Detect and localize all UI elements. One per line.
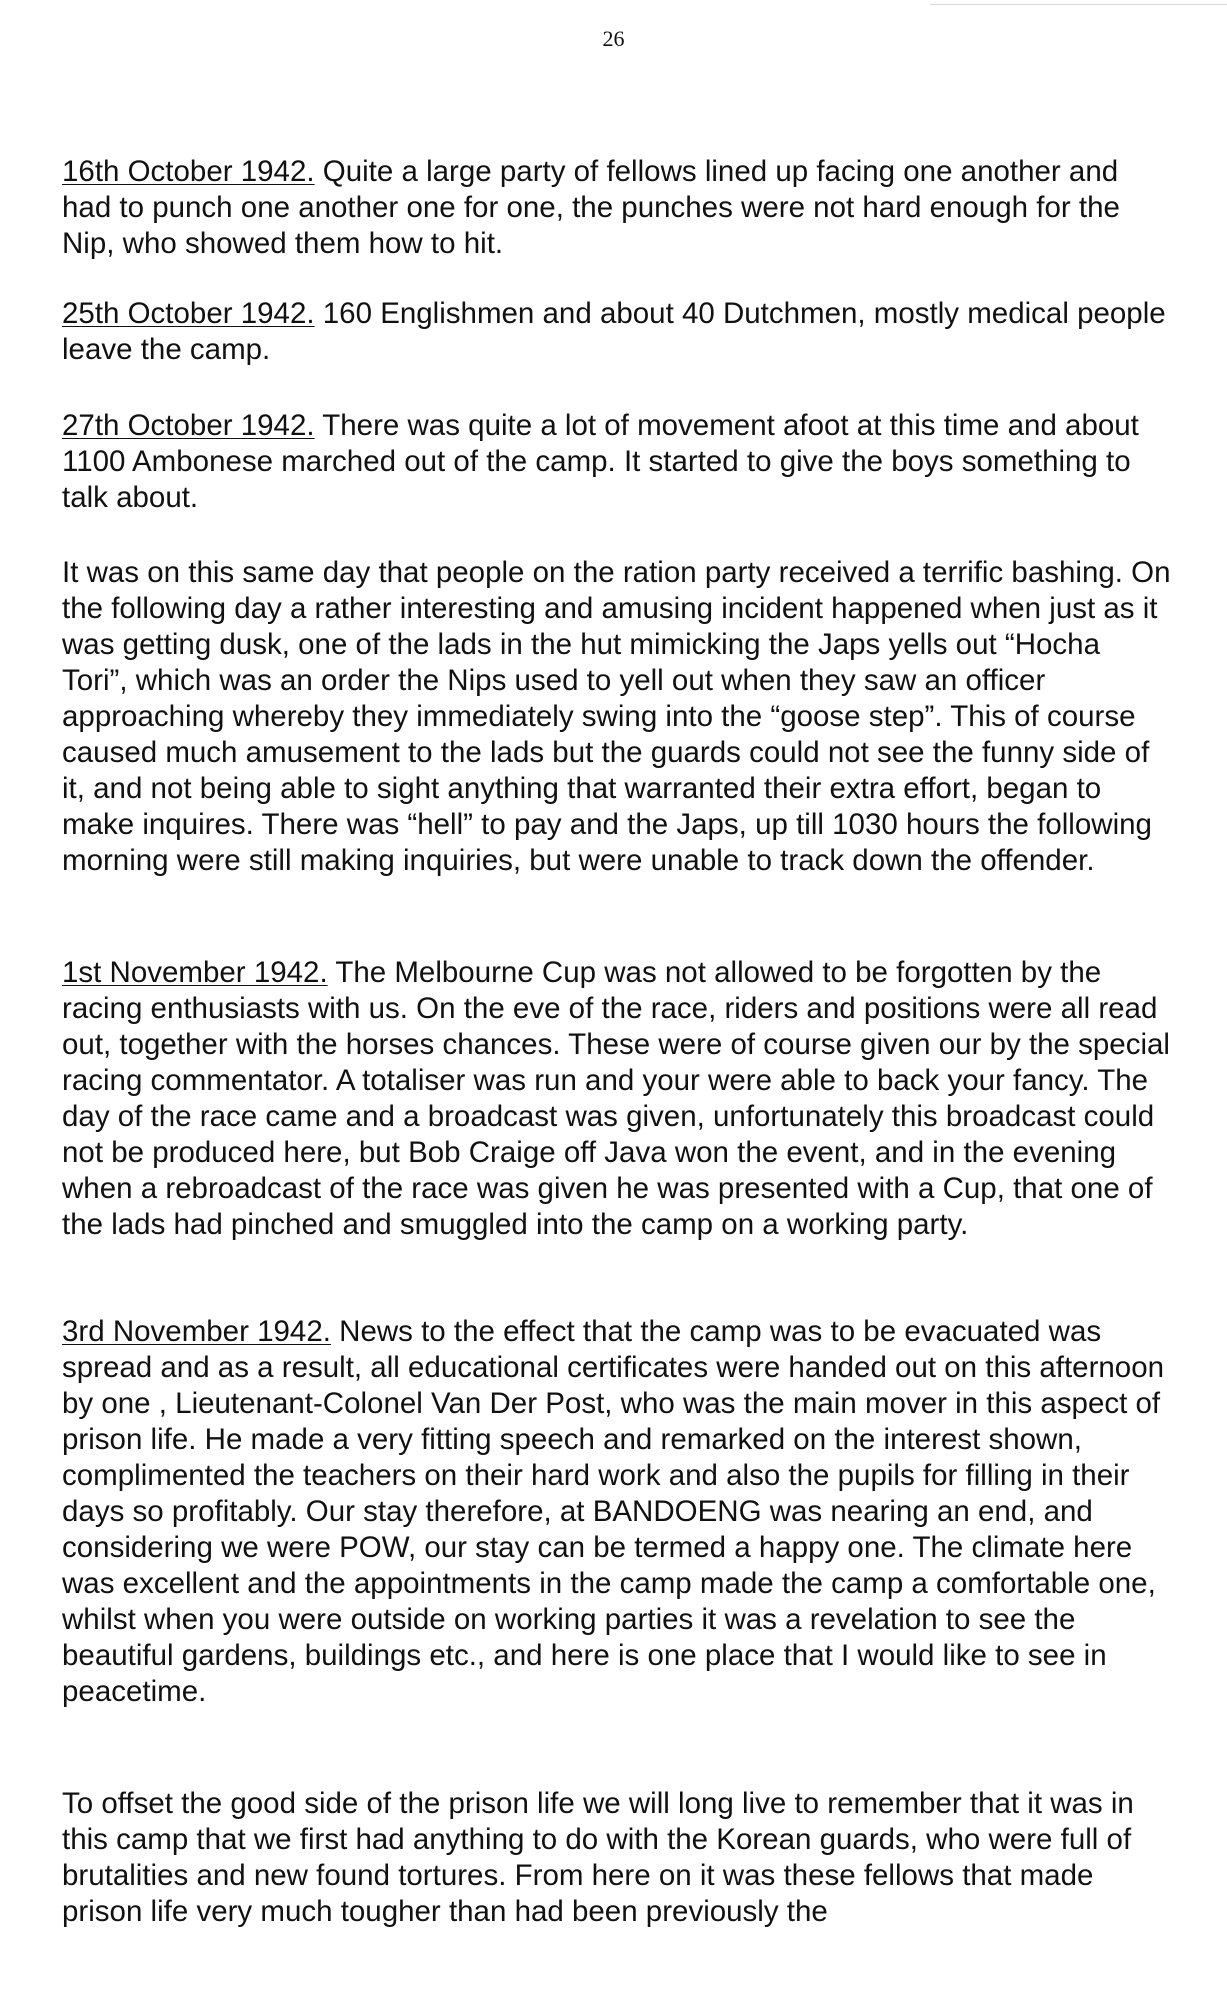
entry-text: 160 Englishmen and about 40 Dutchmen, mostly medical people leave the camp. xyxy=(62,297,1166,366)
paragraph-text: To offset the good side of the prison life we will long live to remember that it was in this camp that we first had anything to do with the Korean guards, who were full of brutalities and new found tortures. From here on it was these fellows that made prison life very much tougher than had been previously the xyxy=(62,1787,1134,1928)
entry-text: Quite a large party of fellows lined up facing one another and had to punch one another one for one, the punches were not hard enough for the Nip, who showed them how to hit. xyxy=(62,155,1120,260)
entry-date: 25th October 1942. xyxy=(62,297,315,330)
diary-entry xyxy=(62,154,1172,262)
diary-paragraph xyxy=(62,555,1172,879)
entry-text: News to the effect that the camp was to be evacuated was spread and as a result, all educational certificates were handed out on this afternoon by one , Lieutenant-Colonel Van Der Post, who was the main mover in this aspect of prison life. He made a very fitting speech and remarked on the interest shown, complimented the teachers on their hard work and also the pupils for filling in their days so profitably. Our stay therefore, at BANDOENG was nearing an end, and considering we were POW, our stay can be termed a happy one. The climate here was excellent and the appointments in the camp made the camp a comfortable one, whilst when you were outside on working parties it was a revelation to see the beautiful gardens, buildings etc., and here is one place that I would like to see in peacetime. xyxy=(62,1315,1165,1708)
diary-entry xyxy=(62,955,1172,1243)
entry-date: 27th October 1942. xyxy=(62,409,315,442)
scan-edge-line xyxy=(930,4,1227,5)
page-number: 26 xyxy=(602,26,625,51)
diary-entry xyxy=(62,1314,1172,1710)
entry-text: The Melbourne Cup was not allowed to be forgotten by the racing enthusiasts with us. On the eve of the race, riders and positions were all read out, together with the horses chances. These were of course given our by the special racing commentator. A totaliser was run and your were able to back your fancy. The day of the race came and a broadcast was given, unfortunately this broadcast could not be produced here, but Bob Craige off Java won the event, and in the evening when a rebroadcast of the race was given he was presented with a Cup, that one of the lads had pinched and smuggled into the camp on a working party. xyxy=(62,956,1170,1241)
diary-entry xyxy=(62,296,1172,368)
entry-date: 1st November 1942. xyxy=(62,956,328,989)
diary-paragraph xyxy=(62,1786,1172,1930)
entry-date: 3rd November 1942. xyxy=(62,1315,331,1348)
diary-entry xyxy=(62,408,1172,516)
paragraph-text: It was on this same day that people on the ration party received a terrific bashing. On the following day a rather interesting and amusing incident happened when just as it was getting dusk, one of the lads in the hut mimicking the Japs yells out “Hocha Tori”, which was an order the Nips used to yell out when they saw an officer approaching whereby they immediately swing into the “goose step”. This of course caused much amusement to the lads but the guards could not see the funny side of it, and not being able to sight anything that warranted their extra effort, began to make inquires. There was “hell” to pay and the Japs, up till 1030 hours the following morning were still making inquiries, but were unable to track down the offender. xyxy=(62,556,1171,877)
entry-text: There was quite a lot of movement afoot at this time and about 1100 Ambonese marched out of the camp. It started to give the boys something to talk about. xyxy=(62,409,1139,514)
entry-date: 16th October 1942. xyxy=(62,155,315,188)
